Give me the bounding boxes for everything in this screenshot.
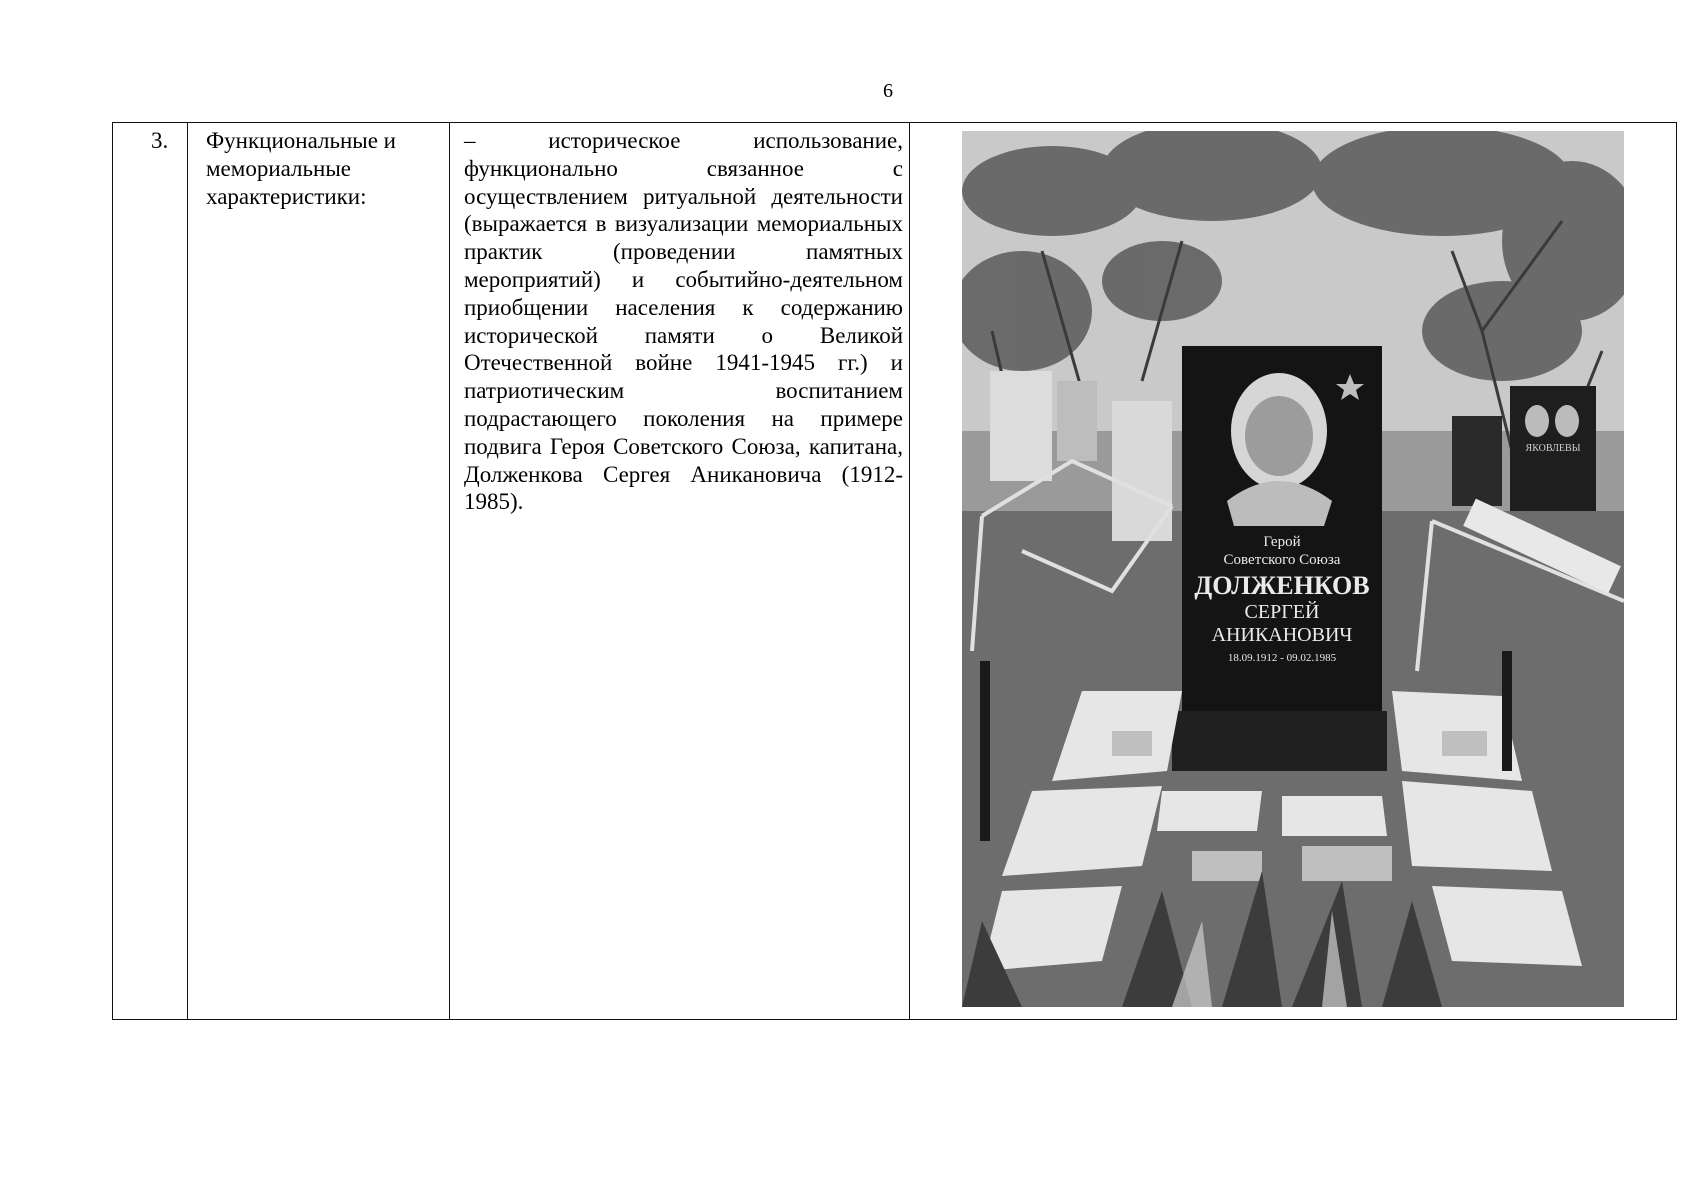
characteristics-table	[112, 122, 1677, 1020]
photo-cell	[910, 123, 1677, 1020]
monument-patronymic: АНИКАНОВИЧ	[1211, 624, 1353, 646]
page-number: 6	[883, 80, 893, 102]
row-title-cell	[188, 123, 450, 1020]
monument-surname: ДОЛЖЕНКОВ	[1194, 571, 1370, 600]
neighbor-plaque-text: ЯКОВЛЕВЫ	[1525, 443, 1581, 454]
row-description: – историческое использование, функционально связанное с осуществлением ритуальной деятельности (выражается в визуализации мемориальных практик (проведении памятных мероприятий) и событийно-деятельном приобщении населения к содержанию исторической памяти о Великой Отечественной войне 1941-1945 гг.) и патриотическим воспитанием подрастающего поколения на примере подвига Героя Советского Союза, капитана, Долженкова Сергея Аникановича (1912-1985).	[464, 128, 903, 515]
row-title: Функциональные и мемориальные характеристики:	[206, 128, 396, 209]
row-number-cell	[113, 123, 188, 1020]
table-row	[113, 123, 1677, 1020]
row-number: 3.	[151, 128, 169, 153]
monument-line2: Советского Союза	[1223, 552, 1341, 568]
monument-dates: 18.09.1912 - 09.02.1985	[1227, 652, 1337, 664]
monument-name: СЕРГЕЙ	[1244, 601, 1320, 623]
row-description-cell	[450, 123, 910, 1020]
monument-line1: Герой	[1263, 534, 1301, 550]
monument-photo	[962, 131, 1624, 1007]
